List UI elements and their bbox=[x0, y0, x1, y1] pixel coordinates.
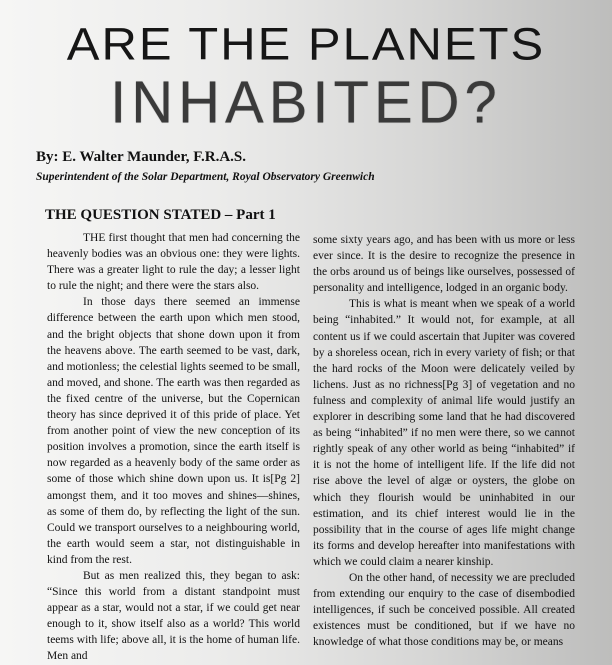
left-paragraph-2: In those days there seemed an immense difference between the earth upon which men stood, and the bright objects that shone down upon it from the heavens above. The earth seemed to be vast, dark, and motionless; the celestial lights seemed to be small, and moved, and shone. The earth was then regarded as the fixed centre of the universe, but the Copernican theory has since deprived it of this pride of place. Yet from another point of view the new conception of its position involves a promotion, since the earth itself is now regarded as a heavenly body of the same order as some of those which shine down upon us. It is[Pg 2] amongst them, and it too moves and shines—shines, as some of them do, by reflecting the light of the sun. Could we transport ourselves to a neighbouring world, the earth would seem a star, not distinguishable in kind from the rest. bbox=[47, 296, 300, 566]
left-paragraph-3: But as men realized this, they began to ask: “Since this world from a distant standpoint must appear as a star, would not a star, if we could get near enough to it, show itself also as a world? This world teems with life; above all, it is the home of human life. Men and bbox=[47, 569, 300, 663]
right-column bbox=[313, 232, 575, 650]
right-paragraph-3: On the other hand, of necessity we are precluded from extending our enquiry to the case of disembodied intelligences, if such be conceived possible. All created existences must be conditioned, but if we have no knowledge of what those conditions may be, or means bbox=[313, 571, 575, 649]
right-paragraph-2: This is what is meant when we speak of a world being “inhabited.” It would not, for example, at all content us if we could ascertain that Jupiter was covered by a shoreless ocean, rich in every variety of fish; or that the hard rocks of the Moon were delicately veiled by lichens. Just as no richness[Pg 3] of vegetation and no fulness and complexity of animal life would justify an explorer in describing some land that he had discovered as being “inhabited” if no men were there, so we cannot rightly speak of any other world as being “inhabited” if it is not the home of intelligent life. If the life did not rise above the level of algæ or oysters, the globe on which they flourish would be uninhabited in our estimation, and its chief interest would lie in the possibility that in the course of ages life might change its forms and develop hereafter into manifestations with which we could claim a nearer kinship. bbox=[313, 298, 575, 568]
section-title: THE QUESTION STATED – Part 1 bbox=[45, 207, 276, 223]
left-column bbox=[47, 230, 300, 665]
left-paragraph-1: THE first thought that men had concerning the heavenly bodies was an obvious one: they were lights. There was a greater light to rule the day; a lesser light to rule the night; and there were the stars also. bbox=[47, 232, 300, 293]
title-line-1: ARE THE PLANETS bbox=[66, 20, 546, 70]
title-line-2: INHABITED? bbox=[110, 69, 502, 136]
author-byline: By: E. Walter Maunder, F.R.A.S. bbox=[36, 149, 247, 165]
author-affiliation: Superintendent of the Solar Department, Royal Observatory Greenwich bbox=[36, 171, 375, 183]
right-paragraph-1: some sixty years ago, and has been with us more or less ever since. It is the desire to recognize the presence in the orbs around us of beings like ourselves, possessed of personality and intelligence, lodged in an organic body. bbox=[313, 234, 575, 295]
